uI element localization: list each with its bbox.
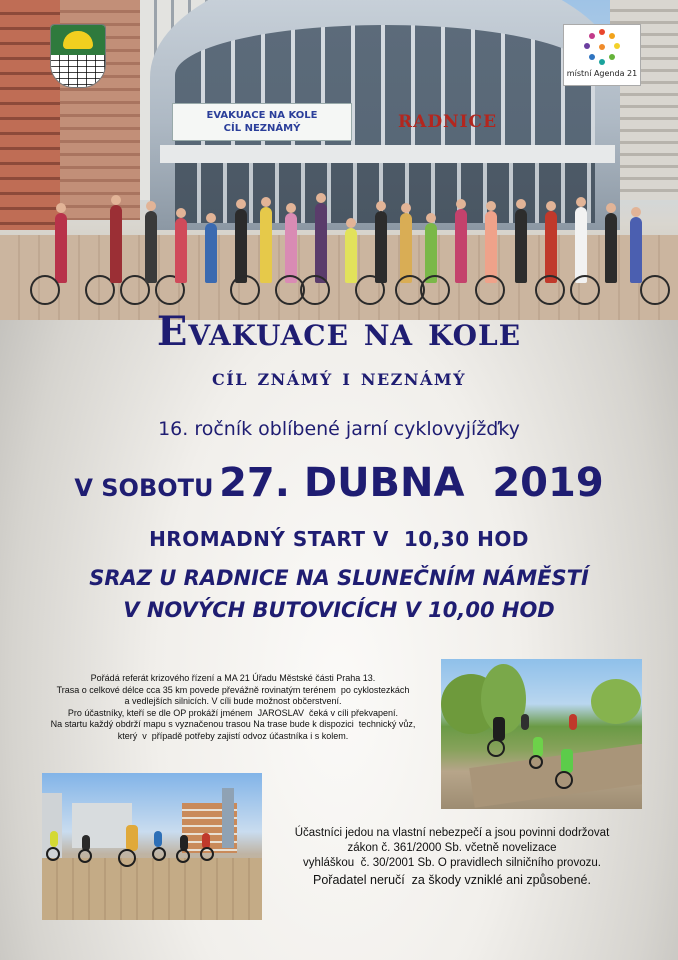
date-main: 27. DUBNA 2019 [219, 460, 604, 506]
cyclist [375, 211, 387, 283]
banner-line-1: EVAKUACE NA KOLE [206, 110, 318, 121]
cyclists-group [25, 170, 675, 305]
bike-wheel [475, 275, 505, 305]
bike-wheel [152, 847, 166, 861]
agenda-21-logo-icon [563, 24, 641, 86]
notice-line-liability: Pořadatel neručí za škody vzniklé ani způsobené. [313, 873, 591, 887]
cyclist [400, 213, 412, 283]
event-date [0, 460, 678, 506]
cyclist [561, 749, 573, 773]
edition-line: 16. ročník oblíbené jarní cyklovyjížďky [158, 418, 520, 440]
poster-title: Evakuace na kole [156, 308, 522, 355]
pavement [42, 858, 262, 920]
cyclist [545, 211, 557, 283]
cyclist [110, 205, 122, 283]
cyclist [485, 211, 497, 283]
building [222, 788, 234, 848]
cyclist [345, 228, 357, 283]
bike-wheel [570, 275, 600, 305]
safety-notice [266, 826, 638, 889]
info-line: a vedlejších silnicích. V cíli bude možnost občerstvení. [124, 696, 342, 706]
info-line: Pořádá referát krizového řízení a MA 21 Úřadu Městské části Praha 13. [90, 673, 376, 683]
bike-wheel [30, 275, 60, 305]
cyclist [175, 218, 187, 283]
building-sign: RADNICE [398, 112, 498, 132]
info-line: Pro účastníky, kteří se dle OP prokáží jménem JAROSLAV čeká v cíli překvapení. [67, 707, 399, 718]
cyclist [493, 717, 505, 741]
logo-label: místní Agenda 21 [566, 69, 638, 78]
building [72, 803, 132, 848]
bike-wheel [300, 275, 330, 305]
date-prefix: V SOBOTU [74, 474, 214, 502]
group-photo [0, 0, 678, 320]
cyclist [575, 207, 587, 283]
cyclist [533, 737, 543, 757]
banner-line-2: CÍL NEZNÁMÝ [223, 123, 301, 134]
bike-wheel [200, 847, 214, 861]
cyclist [630, 217, 642, 283]
cyclist [55, 213, 67, 283]
start-time: HROMADNÝ START V 10,30 HOD [149, 527, 529, 551]
cyclist [455, 209, 467, 283]
notice-line: zákon č. 361/2000 Sb. včetně novelizace [347, 842, 557, 854]
cyclist [260, 207, 272, 283]
bike-wheel [640, 275, 670, 305]
poster-subtitle: cíl známý i neznámý [212, 364, 466, 391]
bike-wheel [535, 275, 565, 305]
bike-wheel [118, 849, 136, 867]
cyclist [126, 825, 138, 851]
cyclist [154, 831, 162, 847]
bike-wheel [487, 739, 505, 757]
notice-line: Účastníci jedou na vlastní nebezpečí a jsou povinni dodržovat [294, 827, 610, 839]
cyclist [515, 209, 527, 283]
bike-wheel [529, 755, 543, 769]
ride-photo-street [42, 773, 262, 920]
cyclist [315, 203, 327, 283]
cyclist [569, 714, 577, 730]
cyclist [235, 209, 247, 283]
tree [591, 679, 641, 724]
info-line: Trasa o celkové délce cca 35 km povede převážně rovinatým terénem po cyklostezkách [56, 684, 410, 695]
bike-wheel [230, 275, 260, 305]
meeting-point-line-1: SRAZ U RADNICE NA SLUNEČNÍM NÁMĚSTÍ [89, 566, 589, 590]
event-info [36, 673, 430, 742]
meeting-point-line-2: V NOVÝCH BUTOVICÍCH V 10,00 HOD [123, 598, 555, 622]
cyclist [605, 213, 617, 283]
crest-wall [51, 55, 105, 88]
town-hall-band [160, 145, 615, 163]
event-banner [172, 103, 352, 141]
municipal-coat-of-arms-icon [50, 24, 106, 88]
bike-wheel [46, 847, 60, 861]
logo-dots [584, 29, 620, 65]
cyclist [205, 223, 217, 283]
info-line: který v případě potřeby zajistí odvoz účastníka i s kolem. [117, 730, 349, 741]
bike-wheel [176, 849, 190, 863]
cyclist [425, 223, 437, 283]
ride-photo-path [441, 659, 642, 809]
cyclist [521, 714, 529, 730]
cyclist [285, 213, 297, 283]
notice-line: vyhláškou č. 30/2001 Sb. O pravidlech silničního provozu. [303, 857, 601, 869]
cyclist [145, 211, 157, 283]
bike-wheel [420, 275, 450, 305]
bike-wheel [555, 771, 573, 789]
bike-wheel [78, 849, 92, 863]
cyclist [50, 831, 58, 847]
info-line: Na startu každý obdrží mapu s vyznačenou trasou Na trase bude k dispozici technický vůz, [50, 719, 416, 729]
